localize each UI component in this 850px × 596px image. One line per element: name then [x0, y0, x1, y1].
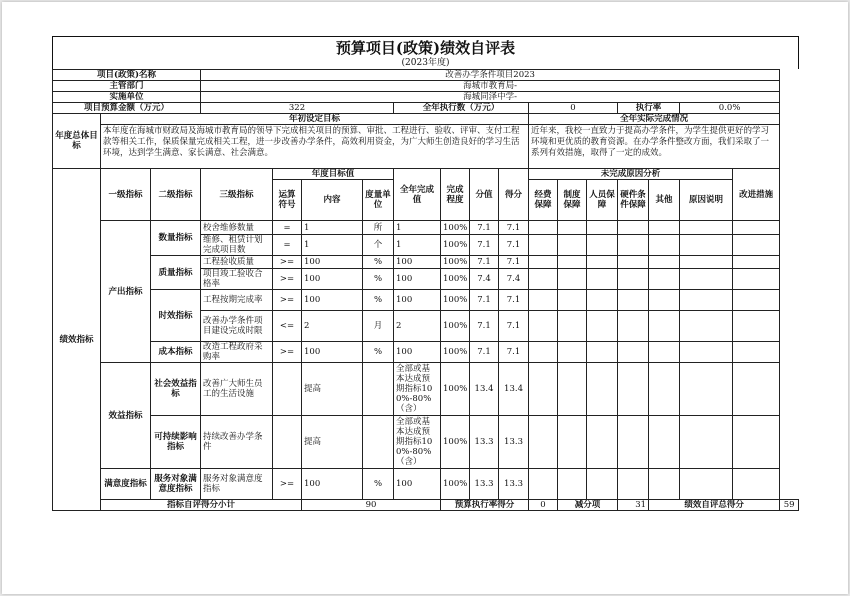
empty-cell: [529, 311, 558, 342]
empty-cell: [529, 342, 558, 363]
header-reason-group: 未完成原因分析: [529, 169, 733, 180]
indicator-op: >=: [273, 269, 302, 290]
indicator-weight: 7.4: [470, 269, 499, 290]
budget-label: 项目预算金额（万元）: [53, 103, 201, 114]
indicator-op: <=: [273, 311, 302, 342]
empty-cell: [529, 269, 558, 290]
empty-cell: [733, 363, 780, 416]
indicator-name: 维修、租赁计划完成项目数: [201, 235, 273, 256]
header-level1: 一级指标: [101, 169, 151, 221]
indicator-unit: %: [363, 256, 394, 269]
indicator-degree: 100%: [441, 342, 470, 363]
header-score: 得分: [499, 169, 529, 221]
header-reason-system: 制度保障: [558, 180, 587, 221]
indicator-op: [273, 416, 302, 469]
empty-cell: [649, 363, 680, 416]
unit-label: 实施单位: [53, 92, 201, 103]
form-title: 预算项目(政策)绩效自评表: [335, 39, 516, 57]
exec-score-value: 0: [529, 500, 558, 511]
empty-cell: [733, 256, 780, 269]
indicator-unit: 个: [363, 235, 394, 256]
exec-rate-value: 0.0%: [680, 103, 780, 114]
indicator-op: =: [273, 235, 302, 256]
indicator-unit: [363, 416, 394, 469]
exec-score-label: 预算执行率得分: [441, 500, 529, 511]
service-indicator-label: 服务对象满意度指标: [151, 469, 201, 500]
empty-cell: [618, 221, 649, 235]
indicator-degree: 100%: [441, 269, 470, 290]
indicator-name: 持续改善办学条件: [201, 416, 273, 469]
empty-cell: [618, 256, 649, 269]
header-reason-other: 其他: [649, 180, 680, 221]
header-reason-hardware: 硬件条件保障: [618, 180, 649, 221]
indicator-degree: 100%: [441, 290, 470, 311]
indicator-degree: 100%: [441, 221, 470, 235]
empty-cell: [587, 416, 618, 469]
document-page: [2, 2, 848, 594]
indicator-unit: %: [363, 290, 394, 311]
indicator-content: 100: [302, 342, 363, 363]
empty-cell: [587, 290, 618, 311]
quantity-indicator-label: 数量指标: [151, 221, 201, 256]
empty-cell: [558, 469, 587, 500]
header-target-group: 年度目标值: [273, 169, 394, 180]
indicator-weight: 7.1: [470, 221, 499, 235]
indicator-content: 1: [302, 235, 363, 256]
indicator-weight: 7.1: [470, 235, 499, 256]
indicator-score: 7.4: [499, 269, 529, 290]
empty-cell: [680, 363, 733, 416]
indicator-content: 2: [302, 311, 363, 342]
indicator-degree: 100%: [441, 256, 470, 269]
indicator-content: 100: [302, 256, 363, 269]
evaluation-table: [52, 69, 799, 511]
indicator-actual: 100: [394, 256, 441, 269]
indicator-score: 7.1: [499, 311, 529, 342]
indicator-score: 7.1: [499, 235, 529, 256]
indicator-content: 提高: [302, 363, 363, 416]
empty-cell: [618, 342, 649, 363]
empty-cell: [733, 469, 780, 500]
empty-cell: [529, 235, 558, 256]
empty-cell: [733, 290, 780, 311]
indicator-actual: 1: [394, 221, 441, 235]
empty-cell: [649, 269, 680, 290]
empty-cell: [587, 363, 618, 416]
indicator-score: 7.1: [499, 342, 529, 363]
exec-amount-label: 全年执行数（万元）: [394, 103, 529, 114]
empty-cell: [649, 342, 680, 363]
dept-label: 主管部门: [53, 81, 201, 92]
empty-cell: [587, 269, 618, 290]
indicator-unit: 所: [363, 221, 394, 235]
empty-cell: [680, 290, 733, 311]
indicator-weight: 13.3: [470, 469, 499, 500]
header-reason-note: 原因说明: [680, 180, 733, 221]
sustain-indicator-label: 可持续影响指标: [151, 416, 201, 469]
empty-cell: [618, 290, 649, 311]
indicator-score: 13.3: [499, 469, 529, 500]
indicator-weight: 7.1: [470, 290, 499, 311]
empty-cell: [558, 256, 587, 269]
self-score-label: 指标自评得分小计: [101, 500, 302, 511]
empty-cell: [618, 469, 649, 500]
empty-cell: [529, 416, 558, 469]
exec-rate-label: 执行率: [618, 103, 680, 114]
indicator-degree: 100%: [441, 363, 470, 416]
indicator-score: 7.1: [499, 256, 529, 269]
empty-cell: [680, 342, 733, 363]
indicator-actual: 100: [394, 290, 441, 311]
empty-cell: [558, 290, 587, 311]
empty-cell: [733, 311, 780, 342]
empty-cell: [649, 469, 680, 500]
empty-cell: [680, 469, 733, 500]
indicator-degree: 100%: [441, 311, 470, 342]
empty-cell: [733, 221, 780, 235]
total-score-label: 绩效自评总得分: [649, 500, 780, 511]
indicator-actual: 2: [394, 311, 441, 342]
indicator-content: 100: [302, 269, 363, 290]
empty-cell: [649, 290, 680, 311]
indicator-name: 工程按期完成率: [201, 290, 273, 311]
indicator-score: 13.3: [499, 416, 529, 469]
indicator-content: 1: [302, 221, 363, 235]
empty-cell: [618, 416, 649, 469]
empty-cell: [529, 363, 558, 416]
header-unit: 度量单位: [363, 180, 394, 221]
header-weight: 分值: [470, 169, 499, 221]
empty-cell: [618, 235, 649, 256]
exec-amount-value: 0: [529, 103, 618, 114]
indicator-degree: 100%: [441, 469, 470, 500]
indicator-unit: [363, 363, 394, 416]
empty-cell: [649, 311, 680, 342]
social-indicator-label: 社会效益指标: [151, 363, 201, 416]
empty-cell: [649, 221, 680, 235]
indicator-name: 校舍维修数量: [201, 221, 273, 235]
header-level2: 二级指标: [151, 169, 201, 221]
deduct-label: 减分项: [558, 500, 618, 511]
empty-cell: [733, 416, 780, 469]
empty-cell: [649, 256, 680, 269]
initial-goal-text: 本年度在海城市财政局及海城市教育局的领导下完成相关项目的预算、审批、工程进行、验收、评审、支付工程款等相关工作，保质保量完成相关工程，进一步改善办学条件，高效利用资金，为广大师生创造良好的学习生活环境，达到学生满意、家长满意、社会满意。: [101, 125, 529, 169]
header-actual: 全年完成值: [394, 169, 441, 221]
empty-cell: [587, 235, 618, 256]
empty-cell: [587, 256, 618, 269]
indicator-op: >=: [273, 469, 302, 500]
indicator-name: 改善广大师生员工的生活设施: [201, 363, 273, 416]
indicator-op: >=: [273, 290, 302, 311]
indicator-weight: 7.1: [470, 311, 499, 342]
empty-cell: [733, 235, 780, 256]
indicator-name: 改造工程政府采购率: [201, 342, 273, 363]
empty-cell: [529, 256, 558, 269]
empty-cell: [529, 290, 558, 311]
indicator-weight: 7.1: [470, 256, 499, 269]
indicator-content: 100: [302, 469, 363, 500]
indicator-actual: 100: [394, 469, 441, 500]
empty-cell: [733, 342, 780, 363]
project-name-label: 项目(政策)名称: [53, 70, 201, 81]
form-header: [52, 36, 799, 69]
deduct-value: 31: [618, 500, 649, 511]
empty-cell: [587, 311, 618, 342]
empty-cell: [558, 416, 587, 469]
header-op: 运算符号: [273, 180, 302, 221]
empty-cell: [680, 235, 733, 256]
header-reason-funding: 经费保障: [529, 180, 558, 221]
indicator-weight: 13.3: [470, 416, 499, 469]
empty-cell: [618, 269, 649, 290]
quality-indicator-label: 质量指标: [151, 256, 201, 290]
annual-goal-label: 年度总体目标: [53, 114, 101, 169]
header-content: 内容: [302, 180, 363, 221]
empty-cell: [558, 363, 587, 416]
indicator-score: 7.1: [499, 290, 529, 311]
indicator-actual: 全部或基本达成预期指标100%-80%（含）: [394, 416, 441, 469]
actual-result-text: 近年来，我校一直致力于提高办学条件，为学生提供更好的学习环境和更优质的教育资源。在办学条件整改方面，我们采取了一系列有效措施，取得了一定的成效。: [529, 125, 780, 169]
indicator-op: =: [273, 221, 302, 235]
dept-value: 海城市教育局-: [201, 81, 780, 92]
indicator-unit: 月: [363, 311, 394, 342]
indicator-degree: 100%: [441, 416, 470, 469]
header-level3: 三级指标: [201, 169, 273, 221]
indicator-op: [273, 363, 302, 416]
empty-cell: [558, 342, 587, 363]
header-improve: 改进措施: [733, 169, 780, 221]
empty-cell: [558, 221, 587, 235]
benefit-indicator-label: 效益指标: [101, 363, 151, 469]
indicator-weight: 13.4: [470, 363, 499, 416]
indicator-unit: %: [363, 342, 394, 363]
indicator-content: 100: [302, 290, 363, 311]
unit-value: 海城同泽中学-: [201, 92, 780, 103]
empty-cell: [680, 269, 733, 290]
indicator-degree: 100%: [441, 235, 470, 256]
empty-cell: [649, 416, 680, 469]
header-reason-staff: 人员保障: [587, 180, 618, 221]
indicator-name: 项目竣工验收合格率: [201, 269, 273, 290]
indicator-weight: 7.1: [470, 342, 499, 363]
empty-cell: [649, 235, 680, 256]
header-degree: 完成程度: [441, 169, 470, 221]
indicator-score: 7.1: [499, 221, 529, 235]
indicator-unit: %: [363, 269, 394, 290]
cost-indicator-label: 成本指标: [151, 342, 201, 363]
indicator-score: 13.4: [499, 363, 529, 416]
indicator-name: 改善办学条件项目建设完成时限: [201, 311, 273, 342]
budget-value: 322: [201, 103, 394, 114]
empty-cell: [680, 416, 733, 469]
empty-cell: [529, 469, 558, 500]
empty-cell: [680, 256, 733, 269]
indicator-actual: 全部或基本达成预期指标100%-80%（含）: [394, 363, 441, 416]
indicator-actual: 1: [394, 235, 441, 256]
empty-cell: [587, 342, 618, 363]
self-score-value: 90: [302, 500, 441, 511]
total-score-value: 59: [780, 500, 799, 511]
project-name-value: 改善办学条件项目2023: [201, 70, 780, 81]
indicator-content: 提高: [302, 416, 363, 469]
empty-cell: [558, 269, 587, 290]
output-indicator-label: 产出指标: [101, 221, 151, 363]
empty-cell: [680, 221, 733, 235]
satisfaction-indicator-label: 满意度指标: [101, 469, 151, 500]
empty-cell: [587, 221, 618, 235]
empty-cell: [587, 469, 618, 500]
empty-cell: [618, 311, 649, 342]
actual-result-header: 全年实际完成情况: [529, 114, 780, 125]
perf-section-label: 绩效指标: [53, 169, 101, 511]
evaluation-form: [52, 36, 799, 511]
empty-cell: [618, 363, 649, 416]
indicator-actual: 100: [394, 342, 441, 363]
indicator-op: >=: [273, 342, 302, 363]
form-subtitle: (2023年度): [401, 58, 450, 68]
empty-cell: [558, 235, 587, 256]
indicator-name: 服务对象满意度指标: [201, 469, 273, 500]
empty-cell: [733, 269, 780, 290]
indicator-actual: 100: [394, 269, 441, 290]
initial-goal-header: 年初设定目标: [101, 114, 529, 125]
time-indicator-label: 时效指标: [151, 290, 201, 342]
indicator-op: >=: [273, 256, 302, 269]
empty-cell: [558, 311, 587, 342]
empty-cell: [680, 311, 733, 342]
indicator-name: 工程验收质量: [201, 256, 273, 269]
empty-cell: [529, 221, 558, 235]
indicator-unit: %: [363, 469, 394, 500]
